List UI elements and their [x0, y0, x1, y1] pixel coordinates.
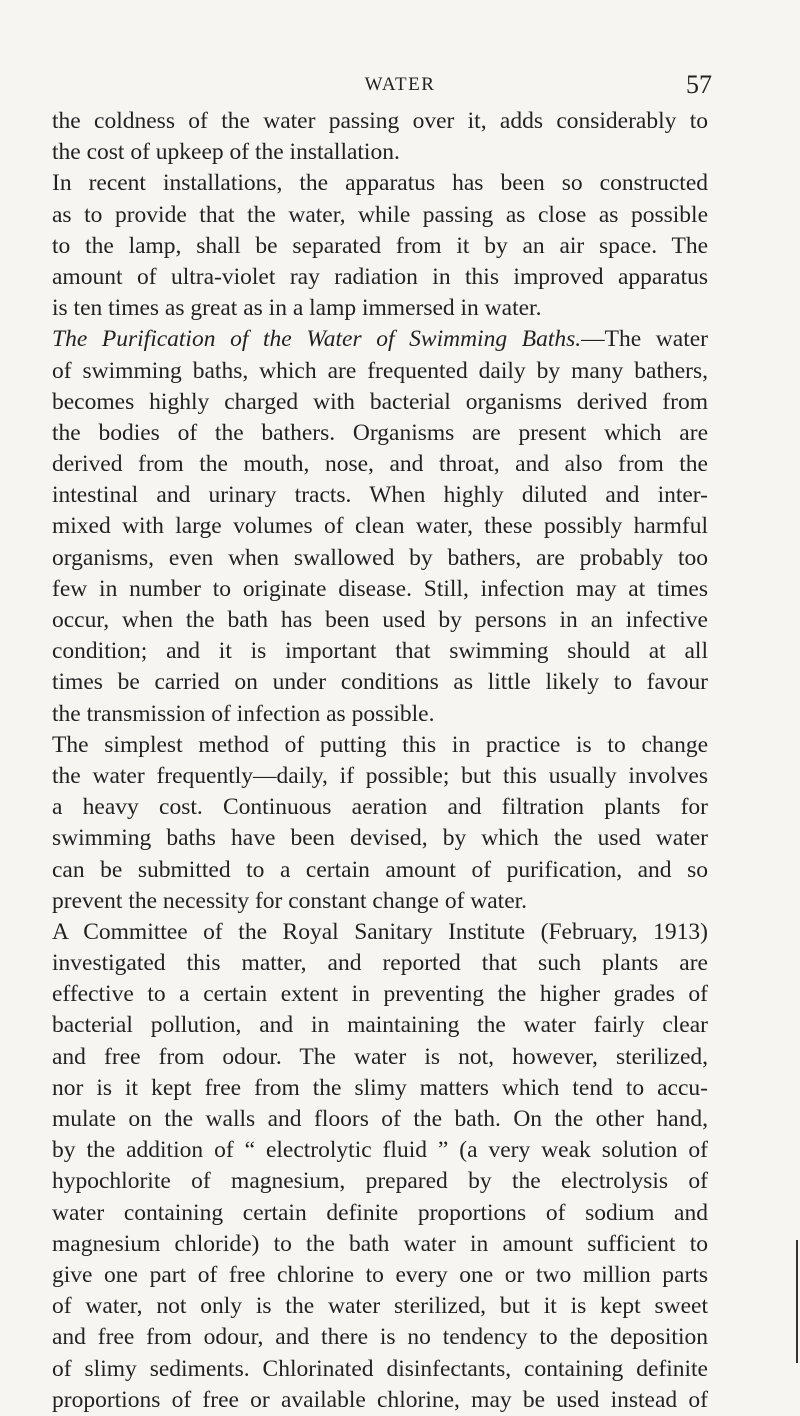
line-text: mixed with large volumes of clean water, these possibly harmful: [52, 513, 708, 540]
line-text: few in number to originate disease. Still, infection may at times: [52, 575, 708, 602]
line-text: mulate on the walls and floors of the bath. On the other hand,: [52, 1106, 708, 1132]
text-line: [52, 792, 708, 823]
line-text: swimming baths have been devised, by which the used water: [52, 825, 708, 852]
text-line: [52, 324, 708, 355]
line-text: give one part of free chlorine to every one or two million parts: [52, 1261, 708, 1288]
text-line: [52, 948, 708, 979]
text-line: [52, 137, 708, 168]
text-line: [52, 636, 708, 667]
line-text: hypochlorite of magnesium, prepared by the electrolysis of: [52, 1168, 708, 1195]
text-line: [52, 667, 708, 698]
line-text: of swimming baths, which are frequented daily by many bathers,: [52, 357, 708, 384]
line-text: effective to a certain extent in preventing the higher grades of: [52, 981, 708, 1008]
line-text: the coldness of the water passing over it, adds considerably to: [52, 108, 708, 134]
text-line: [52, 761, 708, 792]
text-line: [52, 480, 708, 511]
line-text: is ten times as great as in a lamp immersed in water.: [52, 295, 542, 322]
running-title: WATER: [364, 74, 436, 95]
text-line: [52, 574, 708, 605]
text-line: [52, 200, 708, 231]
text-line: [52, 418, 708, 449]
line-text: magnesium chloride) to the bath water in amount sufficient to: [52, 1230, 708, 1257]
text-line: [52, 262, 708, 293]
text-line: [52, 543, 708, 574]
line-text: can be submitted to a certain amount of purification, and so: [52, 856, 708, 883]
text-line: [52, 1385, 708, 1416]
line-text: bacterial pollution, and in maintaining the water fairly clear: [52, 1012, 708, 1039]
line-text: and free from odour. The water is not, however, sterilized,: [52, 1043, 708, 1070]
line-text: as to provide that the water, while passing as close as possible: [52, 201, 708, 228]
text-line: [52, 293, 708, 324]
line-text: the water frequently—daily, if possible; but this usually involves: [52, 762, 708, 789]
text-line: [52, 855, 708, 886]
text-line: [52, 1104, 708, 1135]
line-text: organisms, even when swallowed by bathers, are probably too: [52, 544, 708, 571]
section-heading: The Purification of the Water of Swimming Baths.: [52, 326, 582, 353]
line-text: to the lamp, shall be separated from it by an air space. The: [52, 232, 708, 259]
text-line: [52, 231, 708, 262]
line-text: —The water: [581, 326, 708, 353]
line-text: by the addition of “ electrolytic fluid ” (a very weak solution of: [52, 1137, 708, 1164]
text-line: [52, 823, 708, 854]
text-line: [52, 1042, 708, 1073]
text-line: [52, 1198, 708, 1229]
line-text: the bodies of the bathers. Organisms are present which are: [52, 419, 708, 446]
page-number: 57: [686, 70, 712, 99]
text-line: [52, 917, 708, 948]
line-text: the cost of upkeep of the installation.: [52, 139, 400, 166]
text-line: [52, 511, 708, 542]
line-text: times be carried on under conditions as little likely to favour: [52, 669, 708, 696]
text-line: [52, 1291, 708, 1322]
line-text: A Committee of the Royal Sanitary Institute (February, 1913): [52, 918, 708, 945]
text-line: [52, 1354, 708, 1385]
body-text: [52, 106, 708, 1416]
text-line: [52, 449, 708, 480]
line-text: derived from the mouth, nose, and throat, and also from the: [52, 451, 708, 478]
line-text: intestinal and urinary tracts. When highly diluted and inter-: [52, 482, 708, 509]
line-text: and free from odour, and there is no tendency to the deposition: [52, 1324, 708, 1351]
line-text: occur, when the bath has been used by persons in an infective: [52, 607, 708, 633]
line-text: prevent the necessity for constant change of water.: [52, 887, 528, 914]
text-line: [52, 1135, 708, 1166]
text-line: [52, 730, 708, 761]
page-edge-shadow: [796, 1240, 798, 1363]
text-line: [52, 605, 708, 636]
line-text: a heavy cost. Continuous aeration and filtration plants for: [52, 794, 708, 821]
text-line: [52, 1166, 708, 1197]
running-head: [0, 70, 800, 104]
text-line: [52, 1322, 708, 1353]
line-text: proportions of free or available chlorine, may be used instead of: [52, 1386, 708, 1413]
text-line: [52, 168, 708, 199]
line-text: becomes highly charged with bacterial organisms derived from: [52, 388, 708, 415]
text-line: [52, 106, 708, 137]
line-text: investigated this matter, and reported that such plants are: [52, 950, 708, 977]
line-text: the transmission of infection as possible.: [52, 700, 435, 727]
line-text: amount of ultra-violet ray radiation in this improved apparatus: [52, 263, 708, 290]
text-line: [52, 699, 708, 730]
text-line: [52, 886, 708, 917]
text-line: [52, 979, 708, 1010]
line-text: of slimy sediments. Chlorinated disinfectants, containing definite: [52, 1355, 708, 1382]
line-text: The simplest method of putting this in practice is to change: [52, 731, 708, 758]
text-line: [52, 1073, 708, 1104]
line-text: In recent installations, the apparatus has been so constructed: [52, 170, 708, 197]
line-text: condition; and it is important that swimming should at all: [52, 638, 708, 665]
text-line: [52, 387, 708, 418]
line-text: nor is it kept free from the slimy matters which tend to accu-: [52, 1074, 708, 1101]
text-line: [52, 1260, 708, 1291]
line-text: water containing certain definite proportions of sodium and: [52, 1199, 708, 1226]
line-text: of water, not only is the water sterilized, but it is kept sweet: [52, 1293, 708, 1320]
text-line: [52, 1229, 708, 1260]
text-line: [52, 356, 708, 387]
text-line: [52, 1010, 708, 1041]
